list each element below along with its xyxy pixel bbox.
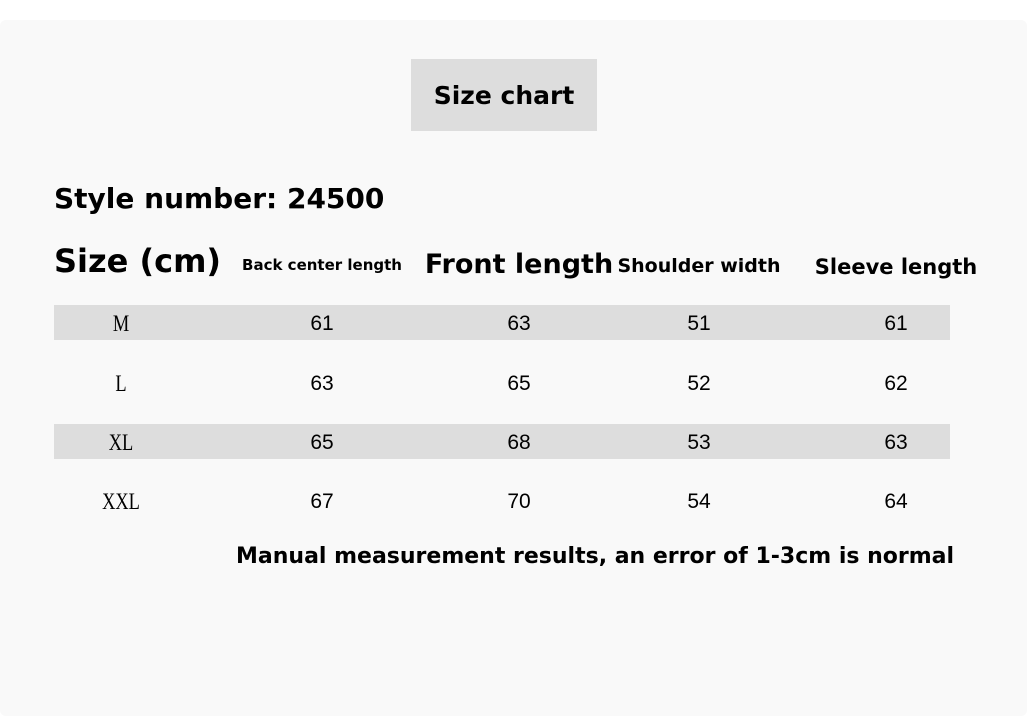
cell-size: XL [108, 430, 134, 455]
header-shoulder-width: Shoulder width [617, 255, 781, 277]
cell-back-center-length: 63 [310, 372, 334, 395]
cell-back-center-length: 61 [310, 312, 334, 335]
cell-front-length: 68 [507, 431, 531, 454]
header-sleeve-length: Sleeve length [814, 255, 978, 279]
table-row-l [54, 365, 950, 400]
style-number: Style number: 24500 [54, 182, 385, 215]
cell-sleeve-length: 63 [884, 431, 908, 454]
table-row-xl [54, 424, 950, 459]
cell-front-length: 70 [507, 490, 531, 513]
cell-sleeve-length: 64 [884, 490, 908, 513]
cell-size: M [112, 311, 130, 336]
cell-shoulder-width: 53 [687, 431, 711, 454]
header-front-length: Front length [424, 249, 614, 280]
header-size: Size (cm) [54, 242, 222, 280]
cell-sleeve-length: 62 [884, 372, 908, 395]
cell-shoulder-width: 52 [687, 372, 711, 395]
cell-size: XXL [102, 489, 140, 514]
cell-back-center-length: 65 [310, 431, 334, 454]
size-chart-title-text: Size chart [433, 80, 575, 110]
cell-front-length: 63 [507, 312, 531, 335]
table-row-m [54, 305, 950, 340]
cell-sleeve-length: 61 [884, 312, 908, 335]
cell-size: L [115, 371, 127, 396]
header-back-center-length: Back center length [242, 256, 402, 274]
cell-back-center-length: 67 [310, 490, 334, 513]
cell-shoulder-width: 51 [687, 312, 711, 335]
table-row-xxl [54, 483, 950, 518]
cell-shoulder-width: 54 [687, 490, 711, 513]
size-chart-title [411, 59, 597, 131]
cell-front-length: 65 [507, 372, 531, 395]
measurement-footnote: Manual measurement results, an error of 1-3cm is normal [236, 544, 955, 569]
